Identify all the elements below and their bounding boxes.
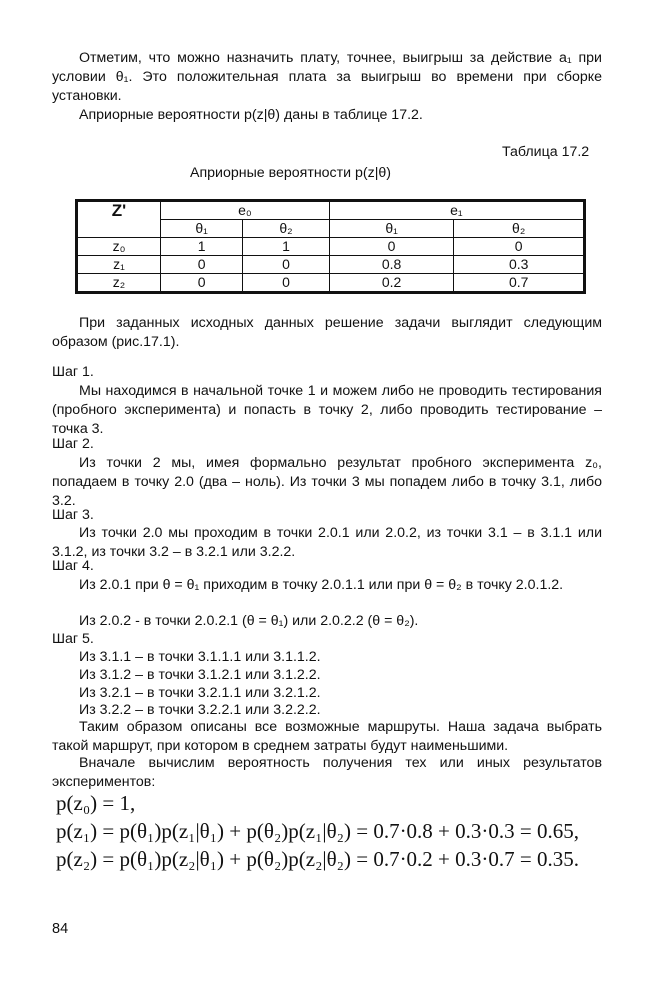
probability-table — [75, 199, 586, 294]
table-row — [77, 274, 585, 293]
table-corner-cell: Z' — [77, 201, 161, 238]
formula-pz2: p(z₂) = p(θ₁)p(z₂|θ₁) + p(θ₂)p(z₂|θ₂) = 0.7·0.2 + 0.3·0.7 = 0.35. — [56, 847, 579, 871]
page-number: 84 — [52, 921, 69, 937]
table-theta-header: θ₂ — [454, 220, 585, 238]
table-row — [77, 238, 585, 256]
step-5-line: Из 3.2.1 – в точки 3.2.1.1 или 3.2.1.2. — [79, 685, 321, 701]
intro-table-reference: Априорные вероятности p(z|θ) даны в таблице 17.2. — [79, 107, 423, 123]
table-cell: 0.2 — [329, 274, 454, 293]
step-5-label: Шаг 5. — [52, 631, 94, 647]
table-group-header: e₁ — [329, 201, 584, 220]
table-row-header: z₁ — [77, 256, 161, 274]
step-3-label: Шаг 3. — [52, 507, 94, 523]
table-cell: 0.8 — [329, 256, 454, 274]
step-2-text: Из точки 2 мы, имея формально результат пробного эксперимента z₀, попадаем в точку 2.0 (два – ноль). Из точки 3 мы попадем либо в точку 3.1, либо 3.2. — [52, 455, 602, 509]
table-header-row — [77, 201, 585, 220]
step-4-text: Из 2.0.1 при θ = θ₁ приходим в точку 2.0.1.1 или при θ = θ₂ в точку 2.0.1.2. — [79, 577, 564, 593]
table-cell: 0 — [243, 256, 330, 274]
table-theta-header: θ₁ — [161, 220, 243, 238]
step-1-text: Мы находимся в начальной точке 1 и можем либо не проводить тестирования (пробного эксперимента) и попасть в точку 2, либо проводить тестирование – точка 3. — [52, 383, 602, 437]
formula-pz1: p(z₁) = p(θ₁)p(z₁|θ₁) + p(θ₂)p(z₁|θ₂) = 0.7·0.8 + 0.3·0.3 = 0.65, — [56, 819, 579, 843]
table-cell: 0 — [161, 256, 243, 274]
step-4-label: Шаг 4. — [52, 558, 94, 574]
probability-intro-paragraph: Вначале вычислим вероятность получения тех или иных результатов экспериментов: — [52, 755, 602, 790]
table-row-header: z₂ — [77, 274, 161, 293]
step-5-line: Из 3.1.2 – в точки 3.1.2.1 или 3.1.2.2. — [79, 667, 321, 683]
step-5-line: Из 3.1.1 – в точки 3.1.1.1 или 3.1.1.2. — [79, 649, 321, 665]
step-1-label: Шаг 1. — [52, 364, 94, 380]
table-cell: 1 — [243, 238, 330, 256]
table-cell: 0.3 — [454, 256, 585, 274]
table-theta-header: θ₂ — [243, 220, 330, 238]
step-3-text: Из точки 2.0 мы проходим в точки 2.0.1 или 2.0.2, из точки 3.1 – в 3.1.1 или 3.1.2, из точки 3.2 – в 3.2.1 или 3.2.2. — [52, 525, 602, 560]
table-title: Априорные вероятности p(z|θ) — [190, 165, 392, 181]
step-4-text-2: Из 2.0.2 - в точки 2.0.2.1 (θ = θ₁) или 2.0.2.2 (θ = θ₂). — [79, 613, 419, 629]
table-label: Таблица 17.2 — [502, 144, 590, 160]
table-cell: 0 — [329, 238, 454, 256]
solution-intro-paragraph: При заданных исходных данных решение задачи выглядит следующим образом (рис.17.1). — [52, 315, 602, 350]
intro-paragraph: Отметим, что можно назначить плату, точнее, выигрыш за действие a₁ при условии θ₁. Это положительная плата за выигрыш во времени при сборке установки. — [52, 50, 602, 104]
table-cell: 0 — [161, 274, 243, 293]
table-cell: 0 — [243, 274, 330, 293]
table-group-header: e₀ — [161, 201, 330, 220]
conclusion-paragraph: Таким образом описаны все возможные маршруты. Наша задача выбрать такой маршрут, при котором в среднем затраты будут наименьшими. — [52, 719, 602, 754]
table-row — [77, 256, 585, 274]
table-cell: 0.7 — [454, 274, 585, 293]
step-5-line: Из 3.2.2 – в точки 3.2.2.1 или 3.2.2.2. — [79, 702, 321, 718]
table-row-header: z₀ — [77, 238, 161, 256]
table-cell: 1 — [161, 238, 243, 256]
table-theta-header: θ₁ — [329, 220, 454, 238]
formula-pz0: p(z₀) = 1, — [56, 791, 136, 815]
table-cell: 0 — [454, 238, 585, 256]
step-2-label: Шаг 2. — [52, 436, 94, 452]
